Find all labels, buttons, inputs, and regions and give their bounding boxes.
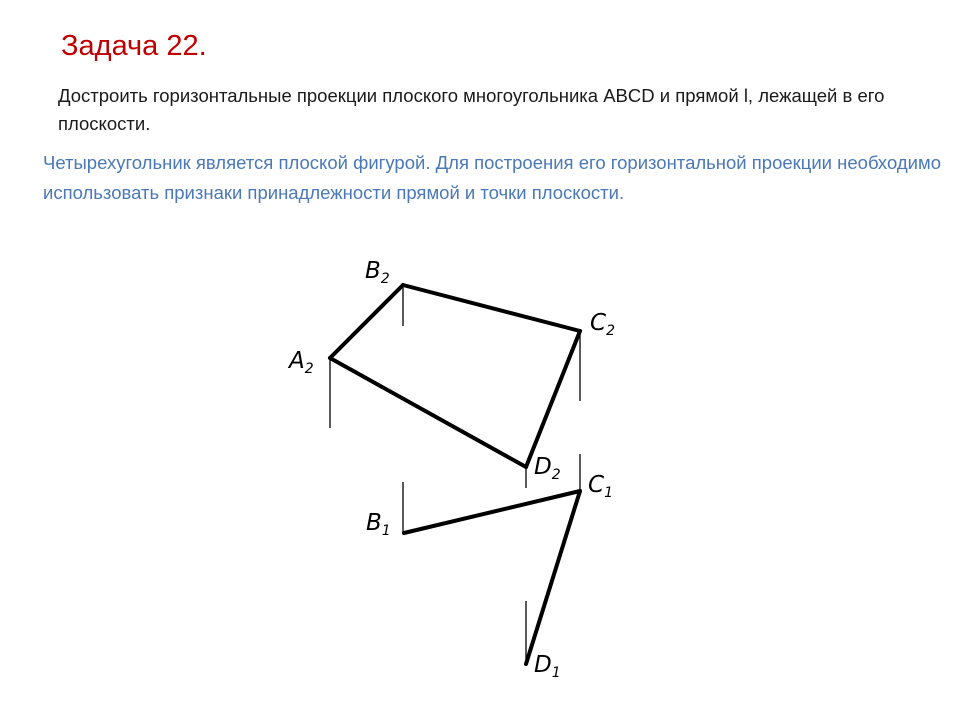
task-text: Достроить горизонтальные проекции плоского многоугольника ABCD и прямой l, лежащей в его плоскости. xyxy=(58,85,885,134)
edge-c1-d1 xyxy=(526,491,580,664)
label-c2: C2 xyxy=(590,310,615,339)
edge-c2-d2 xyxy=(526,331,580,467)
edge-a2-b2 xyxy=(330,285,403,358)
point-labels xyxy=(287,258,615,681)
label-b2: B2 xyxy=(365,258,390,287)
edge-b2-c2 xyxy=(403,285,580,331)
edge-a2-d2 xyxy=(330,358,526,467)
label-d2: D2 xyxy=(534,454,561,483)
hint-text: Четырехугольник является плоской фигурой. Для построения его горизонтальной проекции необходимо использовать признаки принадлежности прямой и точки плоскости. xyxy=(43,152,941,203)
label-d1: D1 xyxy=(534,652,561,681)
label-b1: B1 xyxy=(366,510,391,539)
label-a2: A2 xyxy=(289,348,314,377)
slide-title: Задача 22. xyxy=(61,30,207,62)
frontal-projection xyxy=(330,285,580,467)
horizontal-projection xyxy=(404,491,580,664)
label-c1: C1 xyxy=(588,472,613,501)
edge-b1-c1 xyxy=(404,491,580,533)
